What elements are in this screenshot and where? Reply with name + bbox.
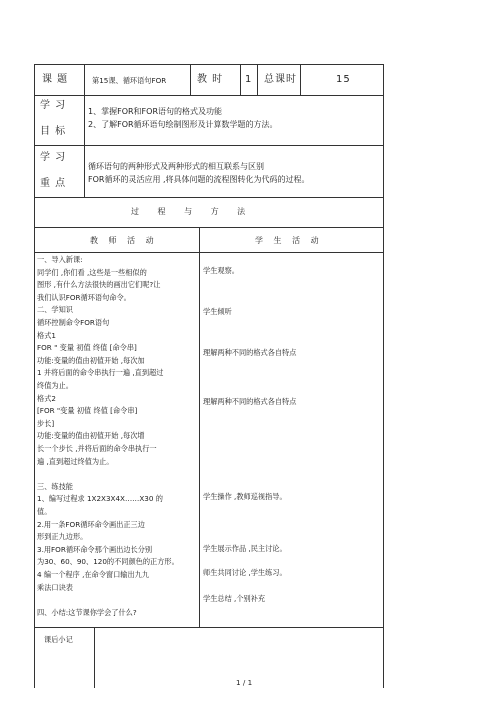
table-col-divider xyxy=(240,64,241,95)
teacher-activity-line: 终值为止。 xyxy=(37,381,73,390)
teacher-activity-line: 二、学知识 xyxy=(37,305,73,315)
keypoint-line: 循环语句的两种形式及两种形式的相互联系与区别 xyxy=(88,162,264,171)
subject-label: 课 题 xyxy=(42,74,69,85)
keypoints-label-1: 学 习 xyxy=(40,152,67,163)
table-row-divider xyxy=(34,145,384,146)
table-border-top xyxy=(34,64,384,65)
table-row-divider xyxy=(34,627,384,628)
objective-line: 2、了解FOR循环语句绘制图形及计算数学题的方法。 xyxy=(88,120,278,129)
student-note: 学生操作 ,教师巡视指导。 xyxy=(203,492,287,501)
table-col-divider xyxy=(300,64,301,95)
teacher-activity-line: 为30、60、90、120的不同颜色的正方形。 xyxy=(37,557,179,567)
objective-line: 1、掌握FOR和FOR语句的格式及功能 xyxy=(88,107,223,116)
table-col-divider xyxy=(84,64,85,197)
total-periods-label: 总课时 xyxy=(264,74,297,85)
teacher-activity-line: 形到正九边形。 xyxy=(37,532,88,542)
period-value: 1 xyxy=(245,74,253,85)
teacher-activity-header: 教 师 活 动 xyxy=(90,236,154,245)
teacher-activity-line: 3.用FOR循环命令那个画出边长分别 xyxy=(37,544,153,554)
teacher-activity-line: 我们认识FOR循环语句命令。 xyxy=(37,292,131,302)
teacher-activity-line: [FOR "变量 初值 终值 [命令串] xyxy=(37,406,138,416)
teacher-activity-line: 乘法口诀表 xyxy=(37,582,73,592)
teacher-activity-line: 格式2 xyxy=(37,393,56,403)
teacher-activity-line: 1 并将后面的命令串执行一遍 ,直到超过 xyxy=(37,368,164,378)
table-row-divider xyxy=(34,227,384,228)
table-border-right xyxy=(383,64,384,688)
student-note: 学生倾听 xyxy=(203,307,232,316)
lesson-title: 第15课、循环语句FOR xyxy=(92,76,167,85)
student-note: 理解两种不同的格式各自特点 xyxy=(203,397,297,406)
teacher-activity-line: 功能:变量的值由初值开始 ,每次增 xyxy=(37,431,145,441)
student-note: 师生共同讨论 ,学生练习。 xyxy=(203,568,287,577)
keypoint-line: FOR循环的灵活应用 ,将具体问题的流程图转化为代码的过程。 xyxy=(88,175,310,184)
table-col-divider xyxy=(257,64,258,95)
teacher-activity-line: 循环控制命令FOR语句 xyxy=(37,318,110,327)
table-col-divider xyxy=(94,627,95,688)
student-note: 学生展示作品 ,民主讨论。 xyxy=(203,544,287,553)
table-border-left xyxy=(34,64,35,688)
student-note: 学生总结 ,个别补充 xyxy=(203,594,266,603)
teacher-activity-line: 功能:变量的值由初值开始 ,每次加 xyxy=(37,355,145,365)
objectives-label-1: 学 习 xyxy=(40,100,67,111)
teacher-activity-line: 步长] xyxy=(37,418,55,428)
student-activity-header: 学 生 活 动 xyxy=(255,236,319,245)
table-row-divider xyxy=(34,252,384,253)
period-label: 教 时 xyxy=(197,74,224,85)
table-col-divider xyxy=(199,227,200,627)
teacher-activity-line: 2.用一条FOR循环命令画出正三边 xyxy=(37,519,145,529)
teacher-activity-line: 格式1 xyxy=(37,330,56,340)
teacher-activity-line: 4 编一个程序 ,在命令窗口输出九九 xyxy=(37,570,150,579)
teacher-activity-line: FOR " 变量 初值 终值 [命令串] xyxy=(37,343,137,353)
teacher-activity-line: 1、编写过程求 1X2X3X4X……X30 的 xyxy=(37,494,163,504)
teacher-activity-line: 同学们 ,你们看 ,这些是一些相似的 xyxy=(37,267,147,277)
objectives-label-2: 目 标 xyxy=(40,126,67,137)
table-row-divider xyxy=(34,95,384,96)
table-col-divider xyxy=(190,64,191,95)
teacher-activity-line: 四、小结:这节课你学会了什么? xyxy=(37,607,137,617)
teacher-activity-line: 遍 ,直到超过终值为止。 xyxy=(37,456,114,466)
page-number: 1 / 1 xyxy=(236,678,253,687)
table-row-divider xyxy=(34,197,384,198)
process-title: 过 程 与 方 法 xyxy=(131,207,246,216)
teacher-activity-line: 三、练技能 xyxy=(37,481,73,491)
teacher-activity-line: 长一个步长 ,并将后面的命令串执行一 xyxy=(37,444,157,453)
teacher-activity-line: 值。 xyxy=(37,507,52,516)
teacher-activity-line: 一、导入新课: xyxy=(37,255,83,264)
total-periods-value: 15 xyxy=(336,74,351,85)
keypoints-label-2: 重 点 xyxy=(40,178,67,189)
student-note: 理解两种不同的格式各自特点 xyxy=(203,348,297,357)
student-note: 学生观察。 xyxy=(203,266,239,275)
teacher-activity-line: 图形 ,有什么方法很快的画出它们呢?让 xyxy=(37,280,161,290)
afterclass-label: 课后小记 xyxy=(44,635,73,644)
